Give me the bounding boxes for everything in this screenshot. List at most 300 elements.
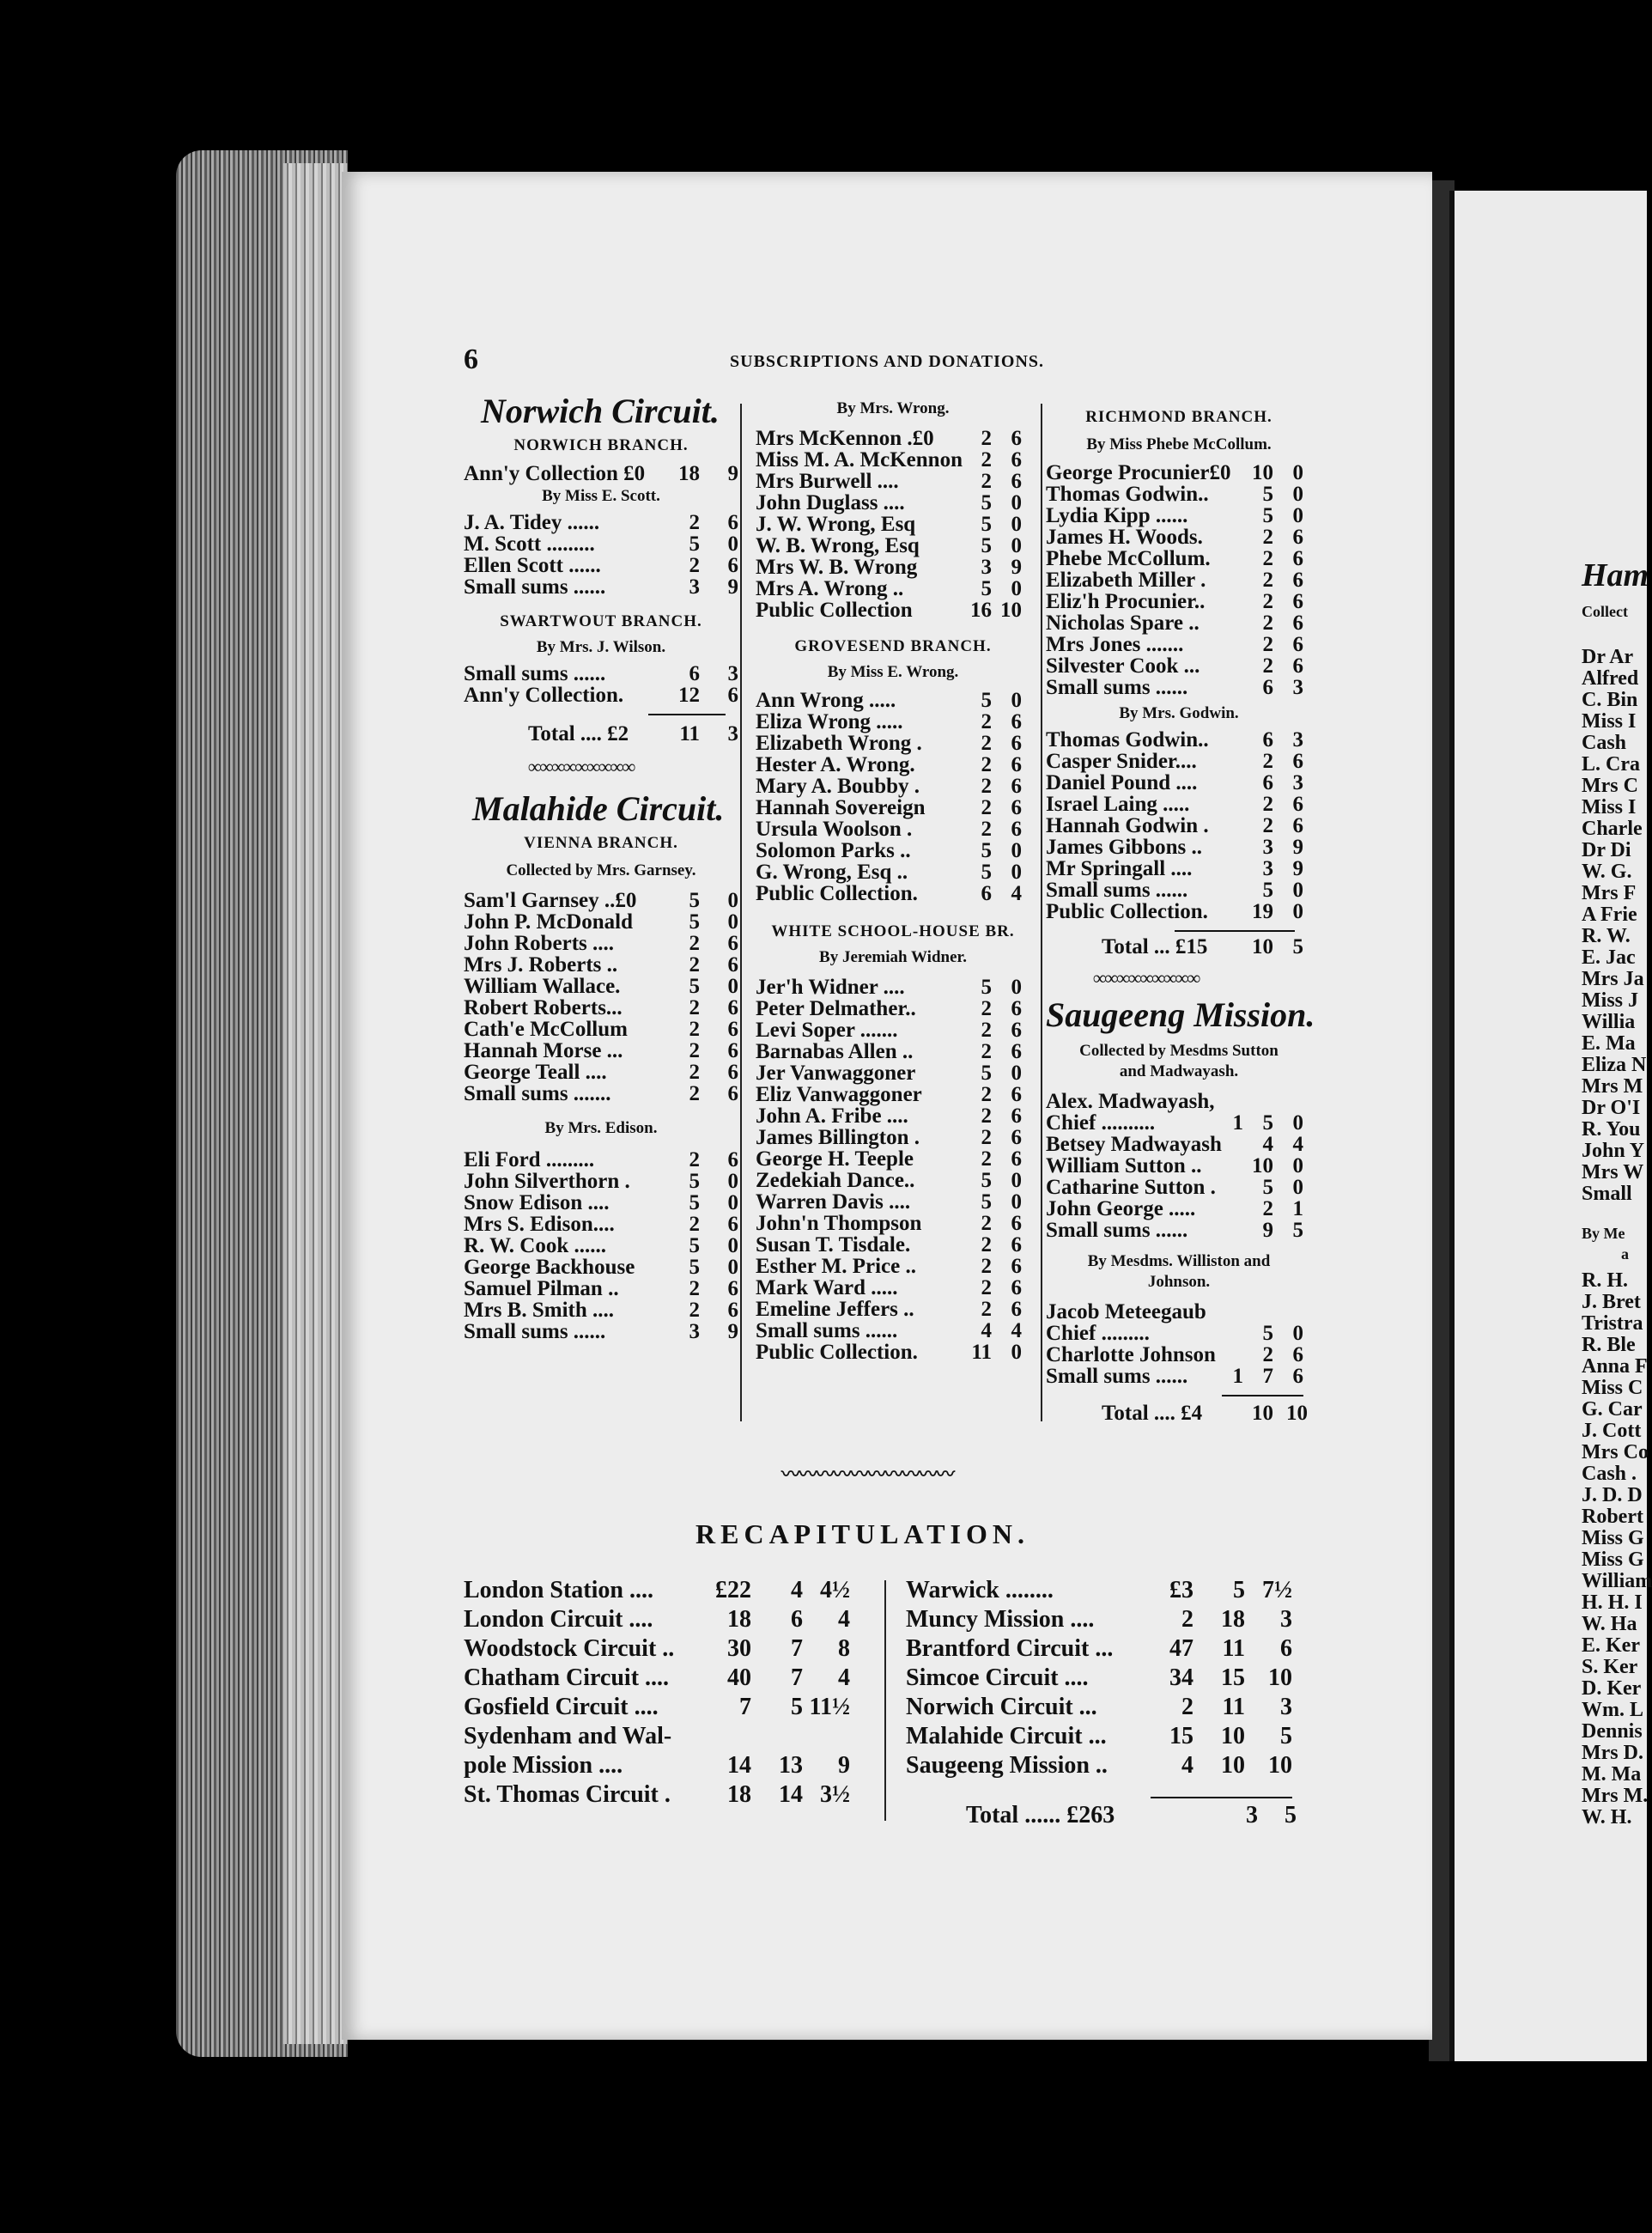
next-page-row: J. D. D bbox=[1582, 1484, 1643, 1506]
list-row bbox=[1046, 1300, 1312, 1322]
by-mesdms-sutton-2: and Madwayash. bbox=[1119, 1062, 1239, 1080]
row-name: Public Collection. bbox=[756, 1341, 918, 1364]
list-row bbox=[1046, 1197, 1312, 1219]
recap-name: pole Mission .... bbox=[464, 1752, 623, 1779]
row-pence: 6 bbox=[1292, 814, 1303, 837]
row-name: James H. Woods. bbox=[1046, 526, 1203, 549]
row-name: Public Collection. bbox=[1046, 900, 1208, 923]
list-row bbox=[464, 662, 738, 684]
recap-row bbox=[464, 1781, 859, 1809]
row-name: Ursula Woolson . bbox=[756, 818, 913, 841]
row-shillings: 2 bbox=[981, 818, 992, 841]
row-pence: 0 bbox=[1011, 861, 1022, 884]
row-name: Small sums ...... bbox=[464, 662, 606, 685]
row-shillings: 5 bbox=[981, 577, 992, 600]
row-name: Ann Wrong ..... bbox=[756, 689, 896, 712]
list-row bbox=[756, 1298, 1030, 1319]
edison-list bbox=[464, 1148, 738, 1342]
recap-name: Brantford Circuit ... bbox=[906, 1635, 1114, 1662]
section-divider: 〰〰〰〰〰〰〰〰〰〰 bbox=[781, 1463, 954, 1485]
row-pence: 3 bbox=[1292, 676, 1303, 699]
row-pence: 9 bbox=[727, 575, 738, 599]
row-name: W. B. Wrong, Esq bbox=[756, 534, 920, 557]
row-pence: 0 bbox=[727, 1256, 738, 1279]
row-pence: 0 bbox=[1011, 689, 1022, 712]
row-shillings: 5 bbox=[689, 975, 700, 998]
row-shillings: 2 bbox=[1262, 814, 1273, 837]
row-pence: 6 bbox=[1011, 448, 1022, 472]
list-row bbox=[756, 753, 1030, 775]
row-name: Jer Vanwaggoner bbox=[756, 1062, 916, 1085]
row-name: Solomon Parks .. bbox=[756, 839, 911, 862]
row-name: Snow Edison .... bbox=[464, 1191, 610, 1214]
row-pence: 6 bbox=[1011, 470, 1022, 493]
row-shillings: 2 bbox=[1262, 633, 1273, 656]
recap-pence: 8 bbox=[838, 1635, 850, 1662]
list-row bbox=[756, 1169, 1030, 1190]
row-pence: 0 bbox=[727, 1170, 738, 1193]
next-page-sub: Collect bbox=[1582, 603, 1628, 620]
row-shillings: 5 bbox=[981, 1190, 992, 1214]
row-pence: 0 bbox=[1292, 1322, 1303, 1345]
by-mrs-garnsey: Collected by Mrs. Garnsey. bbox=[506, 861, 696, 879]
swartwout-branch-heading: SWARTWOUT BRANCH. bbox=[500, 612, 702, 630]
list-row bbox=[756, 1233, 1030, 1255]
row-pence: 6 bbox=[727, 953, 738, 977]
list-row bbox=[464, 1299, 738, 1320]
row-shillings: 2 bbox=[689, 1061, 700, 1084]
row-shillings: 2 bbox=[1262, 611, 1273, 635]
row-shillings: 2 bbox=[1262, 1197, 1273, 1220]
row-shillings: 2 bbox=[981, 470, 992, 493]
next-page-row: Dr Di bbox=[1582, 839, 1631, 861]
row-shillings: 5 bbox=[1262, 483, 1273, 506]
next-page-row: Mrs M. bbox=[1582, 1785, 1649, 1807]
row-shillings: 4 bbox=[1262, 1133, 1273, 1156]
row-pence: 0 bbox=[1292, 879, 1303, 902]
list-row bbox=[1046, 547, 1312, 569]
row-shillings: 5 bbox=[1262, 1176, 1273, 1199]
row-name: Small sums ...... bbox=[464, 1320, 606, 1343]
next-page-row: C. Bin bbox=[1582, 689, 1638, 711]
row-shillings: 5 bbox=[981, 1062, 992, 1085]
row-pence: 6 bbox=[1292, 547, 1303, 570]
row-shillings: 3 bbox=[1262, 836, 1273, 859]
list-row bbox=[464, 932, 738, 953]
row-name: Samuel Pilman .. bbox=[464, 1277, 619, 1300]
recap-pence: 10 bbox=[1268, 1664, 1292, 1691]
garnsey-list bbox=[464, 889, 738, 1104]
recap-pence: 6 bbox=[1280, 1635, 1292, 1662]
row-pence: 0 bbox=[1292, 504, 1303, 527]
row-shillings: 2 bbox=[1262, 526, 1273, 549]
row-name: Jacob Meteegaub bbox=[1046, 1300, 1206, 1323]
row-shillings: 2 bbox=[981, 1276, 992, 1299]
row-pence: 6 bbox=[1011, 1019, 1022, 1042]
row-shillings: 9 bbox=[1262, 1219, 1273, 1242]
recap-pounds: 30 bbox=[727, 1635, 751, 1662]
next-page-row: Mrs Co bbox=[1582, 1441, 1649, 1463]
list-row bbox=[464, 1234, 738, 1256]
recapitulation-title: RECAPITULATION. bbox=[695, 1518, 1029, 1549]
row-shillings: 5 bbox=[981, 839, 992, 862]
row-shillings: 2 bbox=[981, 427, 992, 450]
column-3 bbox=[1046, 408, 1315, 1425]
list-row bbox=[464, 1213, 738, 1234]
by-mesdms-sutton: Collected by Mesdms Sutton bbox=[1079, 1042, 1278, 1060]
row-name: Small sums ...... bbox=[1046, 879, 1188, 902]
row-pence: 0 bbox=[1011, 513, 1022, 536]
next-page-row: Anna F bbox=[1582, 1355, 1648, 1378]
row-shillings: 2 bbox=[1262, 654, 1273, 678]
recap-divider bbox=[884, 1580, 886, 1821]
row-pence: 0 bbox=[1011, 839, 1022, 862]
recap-name: Sydenham and Wal- bbox=[464, 1723, 672, 1749]
recap-shillings: 18 bbox=[1221, 1606, 1245, 1633]
row-pence: 6 bbox=[1011, 1040, 1022, 1063]
row-shillings: 2 bbox=[981, 1147, 992, 1171]
recap-row bbox=[906, 1664, 1301, 1692]
list-row bbox=[756, 1083, 1030, 1104]
list-row bbox=[756, 427, 1030, 448]
row-pence: 6 bbox=[1011, 427, 1022, 450]
recap-shillings: 10 bbox=[1221, 1723, 1245, 1749]
vienna-branch-heading: VIENNA BRANCH. bbox=[524, 834, 678, 852]
row-name: George H. Teeple bbox=[756, 1147, 914, 1171]
list-row bbox=[756, 1190, 1030, 1212]
recap-shillings: 14 bbox=[779, 1781, 803, 1808]
by-mesdms-williston-2: Johnson. bbox=[1147, 1273, 1211, 1291]
recap-pence: 3 bbox=[1280, 1606, 1292, 1633]
list-row bbox=[464, 975, 738, 996]
list-row bbox=[1046, 728, 1312, 750]
saugeeng-total-row: Total .... £4 10 10 bbox=[1102, 1402, 1308, 1425]
list-row bbox=[1046, 771, 1312, 793]
next-page-row: Wm. L bbox=[1582, 1699, 1643, 1721]
row-name: Peter Delmather.. bbox=[756, 997, 916, 1020]
next-page-row: D. Ker bbox=[1582, 1677, 1642, 1700]
row-shillings: 5 bbox=[689, 532, 700, 556]
row-pence: 6 bbox=[1011, 796, 1022, 819]
richmond-branch-heading: RICHMOND BRANCH. bbox=[1085, 408, 1272, 426]
row-name: Hester A. Wrong. bbox=[756, 753, 915, 776]
row-pence: 5 bbox=[1292, 1219, 1303, 1242]
recap-shillings: 11 bbox=[1222, 1635, 1245, 1662]
row-pence: 6 bbox=[1292, 654, 1303, 678]
recap-pence: 9 bbox=[838, 1752, 850, 1779]
by-miss-mccollum: By Miss Phebe McCollum. bbox=[1086, 435, 1272, 453]
row-name: Small sums ...... bbox=[1046, 676, 1188, 699]
row-shillings: 5 bbox=[1262, 1111, 1273, 1135]
row-shillings: 2 bbox=[1262, 569, 1273, 592]
list-row bbox=[756, 470, 1030, 491]
next-page-row: Miss I bbox=[1582, 710, 1637, 733]
list-row bbox=[464, 1320, 738, 1342]
row-pence: 0 bbox=[1292, 1154, 1303, 1177]
row-shillings: 2 bbox=[981, 753, 992, 776]
row-shillings: 6 bbox=[1262, 728, 1273, 751]
mccollum-list bbox=[1046, 461, 1312, 697]
next-page-row: Mrs D. bbox=[1582, 1742, 1643, 1764]
row-shillings: 2 bbox=[689, 511, 700, 534]
row-pence: 4 bbox=[1011, 1319, 1022, 1342]
ornament: ∞∞∞∞∞∞∞∞∞ bbox=[528, 756, 635, 777]
next-page-by: By Me bbox=[1582, 1225, 1625, 1242]
list-row bbox=[1046, 879, 1312, 900]
row-shillings: 2 bbox=[981, 997, 992, 1020]
row-pence: 0 bbox=[1011, 534, 1022, 557]
row-pence: 3 bbox=[727, 662, 738, 685]
list-row bbox=[1046, 504, 1312, 526]
recap-total-rule bbox=[1151, 1797, 1292, 1798]
recap-shillings: 15 bbox=[1221, 1664, 1245, 1691]
row-pence: 6 bbox=[727, 1213, 738, 1236]
norwich-total-row: Total .... £2 11 3 bbox=[528, 722, 738, 745]
row-name: Jer'h Widner .... bbox=[756, 976, 905, 999]
list-row bbox=[756, 577, 1030, 599]
row-name: Chief .......... bbox=[1046, 1111, 1156, 1135]
recap-pence: 4½ bbox=[820, 1577, 850, 1603]
list-row bbox=[1046, 654, 1312, 676]
recap-row bbox=[464, 1723, 859, 1750]
list-row bbox=[756, 689, 1030, 710]
list-row bbox=[756, 1212, 1030, 1233]
row-pence: 0 bbox=[727, 1234, 738, 1257]
row-shillings: 10 bbox=[1252, 461, 1273, 484]
row-name: R. W. Cook ...... bbox=[464, 1234, 607, 1257]
next-page-row: Small bbox=[1582, 1183, 1632, 1205]
row-pence: 0 bbox=[1292, 483, 1303, 506]
row-shillings: 5 bbox=[689, 1234, 700, 1257]
row-name: Zedekiah Dance.. bbox=[756, 1169, 915, 1192]
recap-pounds: 34 bbox=[1169, 1664, 1193, 1691]
row-name: Hannah Morse ... bbox=[464, 1039, 623, 1062]
row-pence: 4 bbox=[1292, 1133, 1303, 1156]
row-pence: 6 bbox=[1011, 1255, 1022, 1278]
row-shillings: 5 bbox=[689, 889, 700, 912]
recap-pounds: 2 bbox=[1181, 1694, 1193, 1720]
row-name: Elizabeth Wrong . bbox=[756, 732, 922, 755]
recap-name: Norwich Circuit ... bbox=[906, 1694, 1097, 1720]
list-row bbox=[1046, 1343, 1312, 1365]
row-shillings: 12 bbox=[678, 684, 700, 707]
list-row bbox=[756, 1319, 1030, 1341]
next-page-row: Cash . bbox=[1582, 1463, 1637, 1485]
row-name: John George ..... bbox=[1046, 1197, 1196, 1220]
row-name: Mrs Burwell .... bbox=[756, 470, 899, 493]
list-row bbox=[464, 532, 738, 554]
recap-pounds: 4 bbox=[1181, 1752, 1193, 1779]
by-mrs-wrong: By Mrs. Wrong. bbox=[836, 399, 950, 417]
recap-pounds: 2 bbox=[1181, 1606, 1193, 1633]
row-pence: 0 bbox=[1292, 1176, 1303, 1199]
row-pence: 0 bbox=[1011, 1190, 1022, 1214]
row-pence: 6 bbox=[1011, 775, 1022, 798]
row-shillings: 2 bbox=[689, 1148, 700, 1171]
list-row bbox=[756, 796, 1030, 818]
row-pence: 6 bbox=[1011, 1298, 1022, 1321]
next-page-row: Willia bbox=[1582, 1011, 1636, 1033]
row-name: G. Wrong, Esq .. bbox=[756, 861, 908, 884]
row-pence: 6 bbox=[727, 1277, 738, 1300]
list-row bbox=[1046, 814, 1312, 836]
row-name: Thomas Godwin.. bbox=[1046, 483, 1209, 506]
row-name: Mr Springall .... bbox=[1046, 857, 1193, 880]
row-name: Mrs B. Smith .... bbox=[464, 1299, 614, 1322]
row-name: Chief ......... bbox=[1046, 1322, 1150, 1345]
row-shillings: 2 bbox=[981, 1233, 992, 1256]
list-row bbox=[756, 710, 1030, 732]
list-row bbox=[464, 1082, 738, 1104]
next-page-row: Eliza N bbox=[1582, 1054, 1647, 1076]
recap-pounds: 18 bbox=[727, 1606, 751, 1633]
row-pence: 9 bbox=[727, 1320, 738, 1343]
row-shillings: 3 bbox=[1262, 857, 1273, 880]
row-shillings: 2 bbox=[689, 996, 700, 1019]
row-name: Catharine Sutton . bbox=[1046, 1176, 1216, 1199]
row-name: Mary A. Boubby . bbox=[756, 775, 920, 798]
row-shillings: 5 bbox=[981, 534, 992, 557]
row-shillings: 5 bbox=[689, 1191, 700, 1214]
row-shillings: 2 bbox=[981, 710, 992, 733]
column-1 bbox=[464, 391, 738, 1342]
list-row bbox=[464, 1039, 738, 1061]
row-name: Small sums ...... bbox=[1046, 1365, 1188, 1388]
row-shillings: 5 bbox=[981, 1169, 992, 1192]
recap-shillings: 10 bbox=[1221, 1752, 1245, 1779]
list-row bbox=[756, 1126, 1030, 1147]
list-row bbox=[756, 775, 1030, 796]
recap-row bbox=[906, 1723, 1301, 1750]
list-row bbox=[1046, 1322, 1312, 1343]
row-name: Eliza Wrong ..... bbox=[756, 710, 903, 733]
row-name: John Roberts .... bbox=[464, 932, 615, 955]
recap-pounds: £3 bbox=[1169, 1577, 1193, 1603]
row-pence: 6 bbox=[1292, 1343, 1303, 1366]
row-shillings: 2 bbox=[689, 1277, 700, 1300]
next-page-row: Miss J bbox=[1582, 989, 1638, 1012]
next-page-row: E. Jac bbox=[1582, 946, 1636, 969]
row-pence: 4 bbox=[1011, 882, 1022, 905]
row-pence: 6 bbox=[1011, 1276, 1022, 1299]
next-page-row: R. You bbox=[1582, 1118, 1641, 1141]
row-shillings: 2 bbox=[689, 953, 700, 977]
row-name: Eliz'h Procunier.. bbox=[1046, 590, 1206, 613]
next-page-by-2: a bbox=[1621, 1245, 1629, 1263]
row-pence: 0 bbox=[727, 1191, 738, 1214]
list-row bbox=[1046, 676, 1312, 697]
row-pence: 0 bbox=[727, 532, 738, 556]
row-pence: 6 bbox=[727, 1148, 738, 1171]
recap-pence: 3½ bbox=[820, 1781, 850, 1808]
next-page-row: Mrs M bbox=[1582, 1075, 1643, 1098]
list-row bbox=[1046, 461, 1312, 483]
next-page-row: Dr Ar bbox=[1582, 646, 1634, 668]
next-page-row: W. Ha bbox=[1582, 1613, 1637, 1635]
row-pence: 0 bbox=[1011, 577, 1022, 600]
recap-row bbox=[464, 1694, 859, 1721]
row-pence: 6 bbox=[727, 1018, 738, 1041]
recap-pence: 11½ bbox=[809, 1694, 850, 1720]
recap-pounds: 40 bbox=[727, 1664, 751, 1691]
list-row bbox=[756, 839, 1030, 861]
row-shillings: 6 bbox=[689, 662, 700, 685]
list-row bbox=[1046, 1365, 1312, 1386]
recap-row bbox=[906, 1577, 1301, 1604]
recap-shillings: 6 bbox=[791, 1606, 803, 1633]
row-pence: 6 bbox=[1011, 997, 1022, 1020]
recap-pence: 5 bbox=[1280, 1723, 1292, 1749]
list-row bbox=[756, 448, 1030, 470]
list-row bbox=[756, 1341, 1030, 1362]
list-row bbox=[756, 976, 1030, 997]
recap-shillings: 5 bbox=[1233, 1577, 1245, 1603]
row-name: Sam'l Garnsey ..£0 bbox=[464, 889, 637, 912]
row-pence: 3 bbox=[1292, 771, 1303, 794]
list-row bbox=[756, 882, 1030, 904]
wrong-list bbox=[756, 427, 1030, 620]
williston-list bbox=[1046, 1300, 1312, 1386]
row-shillings: 2 bbox=[689, 1039, 700, 1062]
list-row bbox=[756, 556, 1030, 577]
row-pence: 6 bbox=[1011, 1147, 1022, 1171]
row-name: Ellen Scott ...... bbox=[464, 554, 601, 577]
row-pence: 6 bbox=[1011, 818, 1022, 841]
next-page-row: Mrs Ja bbox=[1582, 968, 1644, 990]
column-divider-1 bbox=[740, 404, 742, 1421]
row-name: Mrs W. B. Wrong bbox=[756, 556, 918, 579]
row-name: George Backhouse bbox=[464, 1256, 635, 1279]
list-row bbox=[1046, 1090, 1312, 1111]
by-mrs-wilson: By Mrs. J. Wilson. bbox=[536, 638, 666, 656]
row-shillings: 7 bbox=[1262, 1365, 1273, 1388]
list-row bbox=[464, 889, 738, 910]
row-name: John'n Thompson bbox=[756, 1212, 922, 1235]
list-row bbox=[1046, 1154, 1312, 1176]
row-pence: 6 bbox=[1292, 526, 1303, 549]
next-page-row: Mrs C bbox=[1582, 775, 1638, 797]
row-name: Esther M. Price .. bbox=[756, 1255, 916, 1278]
row-shillings: 2 bbox=[689, 1213, 700, 1236]
row-pence: 0 bbox=[1011, 1169, 1022, 1192]
recap-pounds: 47 bbox=[1169, 1635, 1193, 1662]
next-page-row: Charle bbox=[1582, 818, 1643, 840]
row-name: Mark Ward ..... bbox=[756, 1276, 898, 1299]
recap-name: Muncy Mission .... bbox=[906, 1606, 1095, 1633]
row-name: Mrs J. Roberts .. bbox=[464, 953, 618, 977]
row-pence: 3 bbox=[1292, 728, 1303, 751]
row-pence: 6 bbox=[1011, 1083, 1022, 1106]
row-name: James Billington . bbox=[756, 1126, 920, 1149]
row-name: John Duglass .... bbox=[756, 491, 905, 514]
recap-row bbox=[906, 1694, 1301, 1721]
norwich-circuit-title: Norwich Circuit. bbox=[481, 392, 720, 430]
list-row bbox=[464, 511, 738, 532]
row-shillings: 2 bbox=[689, 1299, 700, 1322]
list-row bbox=[756, 1276, 1030, 1298]
row-pence: 6 bbox=[1292, 1365, 1303, 1388]
recap-name: Malahide Circuit ... bbox=[906, 1723, 1107, 1749]
list-row bbox=[1046, 611, 1312, 633]
list-row bbox=[1046, 526, 1312, 547]
next-page-row: M. Ma bbox=[1582, 1763, 1642, 1786]
recap-row bbox=[906, 1635, 1301, 1663]
list-row bbox=[1046, 569, 1312, 590]
row-shillings: 19 bbox=[1252, 900, 1273, 923]
row-pence: 9 bbox=[1292, 857, 1303, 880]
row-pence: 6 bbox=[727, 554, 738, 577]
list-row bbox=[1046, 836, 1312, 857]
